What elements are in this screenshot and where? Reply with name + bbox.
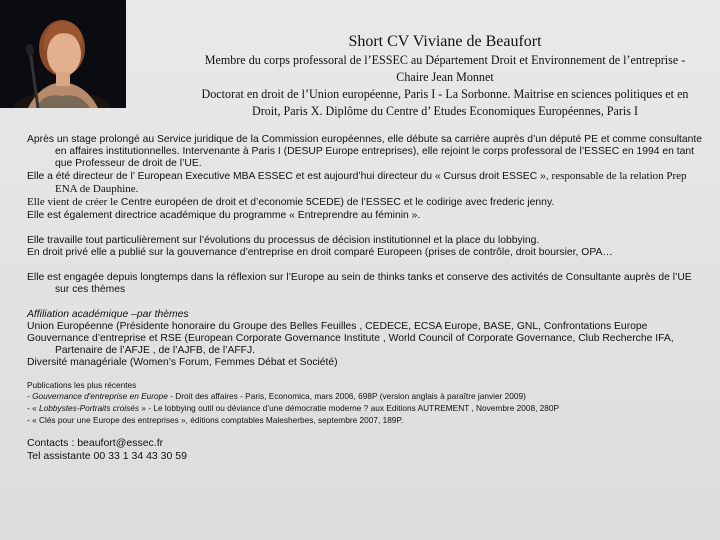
bio-paragraph — [27, 196, 707, 209]
publication-item: - « Clés pour une Europe des entreprises », éditions comptables Malesherbes, septembre 2007, 189P. — [27, 414, 404, 425]
affiliation-item: Gouvernance d’entreprise et RSE (European Corporate Governance Institute , World Council of Corporate Governance, Club Recherche IFA, Partenaire de l’AFJE , de l’AJFB, de l’AFFJ. — [27, 333, 674, 357]
bio-text: Centre européen de droit et d’economie 5CEDE) de l’ESSEC et le codirige avec frederic jenny. — [118, 197, 555, 209]
contact-email: Contacts : beaufort@essec.fr — [27, 436, 164, 449]
subtitle-line-3: Doctorat en droit de l’Union européenne, Paris I - La Sorbonne. Maitrise en sciences politiques et en — [201, 87, 689, 101]
publication-title: - Gouvernance d'entreprise en Europe — [27, 391, 168, 402]
publication-item — [27, 403, 707, 415]
spacer — [27, 259, 707, 272]
subtitle-line-1: Membre du corps professoral de l’ESSEC au Département Droit et Environnement de l’entreprise - — [204, 53, 686, 67]
portrait-illustration — [0, 0, 126, 108]
publication-details: - Droit des affaires - Paris, Economica, mars 2006, 698P (version anglais à paraître janvier 2009) — [167, 391, 526, 402]
publication-item — [27, 391, 707, 403]
publication-prefix: - « — [27, 403, 39, 414]
affiliation-item: Union Européenne (Présidente honoraire du Groupe des Belles Feuilles , CEDECE, ECSA Europe, BASE, GNL, Confrontations Europe — [27, 321, 648, 333]
subtitle-line-2: Chaire Jean Monnet — [396, 70, 494, 84]
bio-text-serif: Elle vient de créer le — [27, 196, 119, 209]
spacer — [27, 427, 707, 437]
publications-heading: Publications les plus récentes — [27, 379, 137, 390]
publication-details: » - Le lobbying outil ou déviance d’une démocratie moderne ? aux Editions AUTREMENT , Novembre 2008, 280P — [139, 403, 560, 414]
spacer — [27, 222, 707, 235]
bio-text-serif: responsable de la relation Prep ENA de Dauphine. — [55, 170, 687, 196]
publication-title: Lobbystes-Portraits croisés — [39, 403, 140, 414]
affiliation-heading: Affiliation académique –par thèmes — [27, 309, 189, 321]
page-title: Short CV Viviane de Beaufort — [348, 33, 542, 50]
header — [170, 32, 720, 120]
contact-phone: Tel assistante 00 33 1 34 43 30 59 — [27, 450, 187, 463]
bio-paragraph: En droit privé elle a publié sur la gouvernance d’entreprise en droit comparé Europeen (prises de contrôle, droit boursier, OPA… — [27, 246, 613, 258]
cv-body — [27, 134, 707, 464]
portrait-photo — [0, 0, 126, 108]
spacer — [27, 370, 707, 380]
spacer — [27, 296, 707, 309]
affiliation-item: Diversité managériale (Women’s Forum, Femmes Débat et Société) — [27, 357, 338, 369]
bio-paragraph: Elle est également directrice académique du programme « Entreprendre au féminin ». — [27, 209, 421, 221]
bio-paragraph: Elle travaille tout particulièrement sur l’évolutions du processus de décision institutionnel et la place du lobbying. — [27, 234, 540, 246]
subtitle-line-4: Droit, Paris X. Diplôme du Centre d’ Etudes Economiques Européennes, Paris I — [251, 104, 639, 118]
bio-paragraph: Après un stage prolongé au Service juridique de la Commission européennes, elle débute sa carrière auprès d’un député PE et comme consultante en affaires institutionnelles. Intervenante à Paris I (DESUP Europe entreprises), elle rejoint le corps professoral de l’ESSEC en 1994 en tant que Professeur de droit de l’UE. — [27, 134, 703, 170]
bio-paragraph — [27, 170, 707, 196]
bio-paragraph: Elle est engagée depuis longtemps dans la réflexion sur l’Europe au sein de thinks tanks et conserve des activités de Consultante auprès de l’UE sur ces thèmes — [27, 271, 692, 295]
bio-text: Elle a été directeur de l’ European Executive MBA ESSEC et est aujourd’hui directeur du « Cursus droit ESSEC », — [27, 171, 552, 183]
